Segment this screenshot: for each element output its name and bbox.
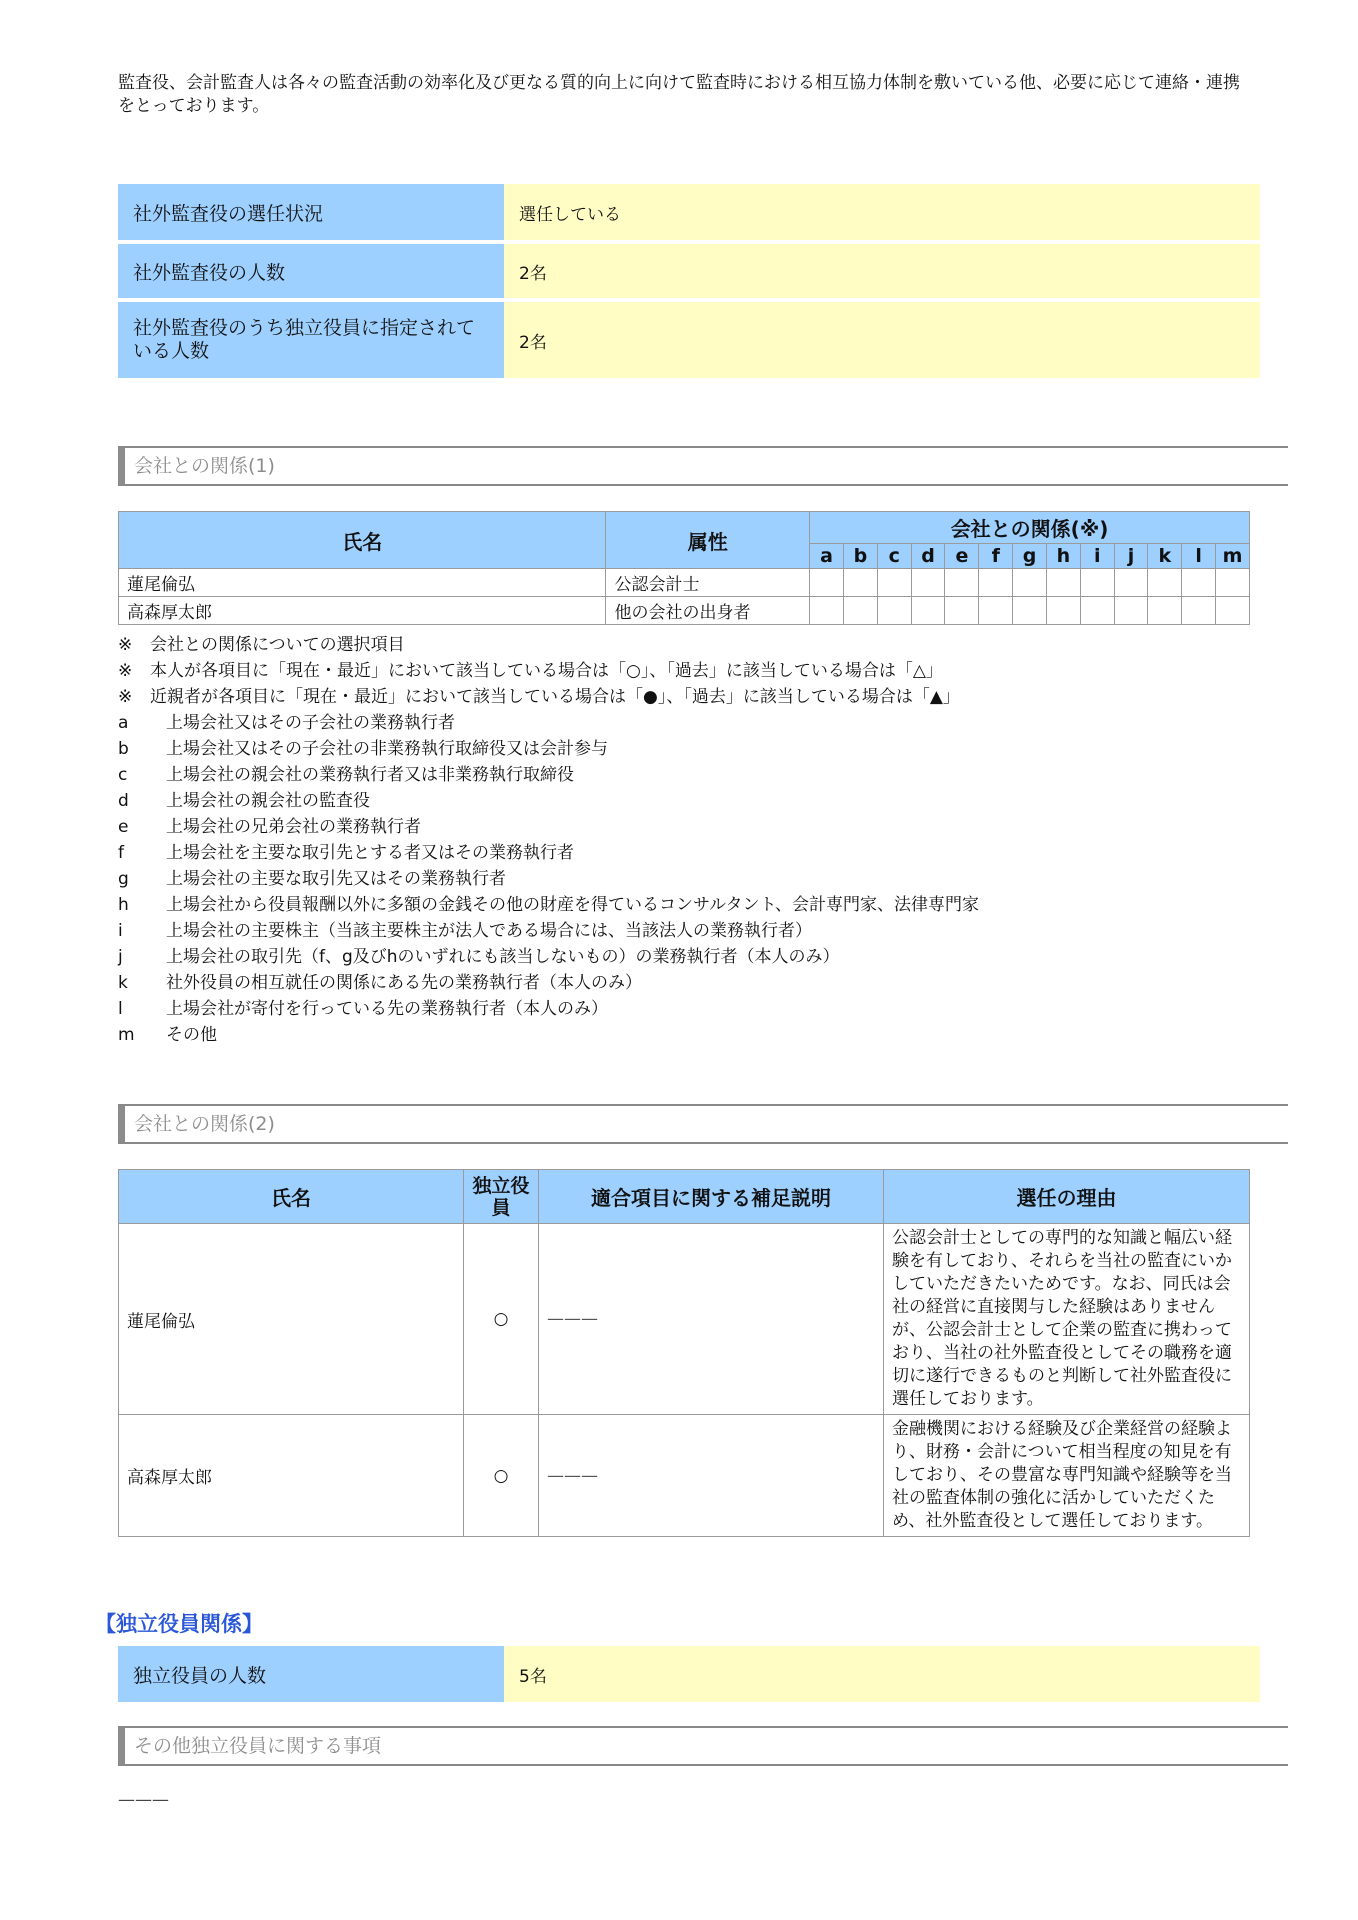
section-heading-relation-1 <box>118 446 1288 486</box>
letter-header-m: m <box>1215 544 1249 569</box>
note-text: 近親者が各項目に「現在・最近」において該当している場合は「●」、「過去」に該当している場合は「▲」 <box>150 687 960 707</box>
relation-header-row <box>119 512 1250 544</box>
note-key: f <box>118 843 124 863</box>
note-key: g <box>118 869 129 889</box>
summary-label: 社外監査役の人数 <box>118 244 504 298</box>
list-item <box>118 658 979 684</box>
note-key: l <box>118 999 123 1019</box>
relation-cell <box>911 597 945 625</box>
note-key: ※ <box>118 635 133 655</box>
note-key: e <box>118 817 129 837</box>
col-supplement-header: 適合項目に関する補足説明 <box>539 1170 884 1224</box>
independent-summary <box>118 1642 1260 1706</box>
note-text: 上場会社が寄付を行っている先の業務執行者（本人のみ） <box>166 999 608 1019</box>
note-key: i <box>118 921 123 941</box>
letter-header-l: l <box>1182 544 1216 569</box>
col-reason-header: 選任の理由 <box>884 1170 1250 1224</box>
reason-text: 公認会計士としての専門的な知識と幅広い経験を有しており、それらを当社の監査にいかしていただきたいためです。なお、同氏は会社の経営に直接関与した経験はありませんが、公認会計士として企業の監査に携わっており、当社の社外監査役としてその職務を適切に遂行できるものと判断して社外監査役に選任しております。 <box>884 1224 1250 1415</box>
note-key: d <box>118 791 129 811</box>
other-independent-text: ——— <box>118 1790 169 1810</box>
relation-cell <box>945 569 979 597</box>
relation-notes <box>118 632 979 1048</box>
col-name-header: 氏名 <box>119 1170 464 1224</box>
list-item <box>118 944 979 970</box>
relation-table <box>118 511 1250 625</box>
letter-header-k: k <box>1148 544 1182 569</box>
person-name: 蓮尾倫弘 <box>119 569 606 597</box>
list-item <box>118 710 979 736</box>
relation-cell <box>1046 597 1080 625</box>
relation-cell <box>843 597 877 625</box>
relation-cell <box>1013 569 1047 597</box>
section-bar <box>118 1728 125 1764</box>
note-key: ※ <box>118 661 133 681</box>
note-key: k <box>118 973 128 993</box>
letter-header-a: a <box>810 544 844 569</box>
note-text: 上場会社の主要株主（当該主要株主が法人である場合には、当該法人の業務執行者） <box>166 921 812 941</box>
summary-row <box>118 302 1260 378</box>
summary-value: 選任している <box>504 184 1260 240</box>
table-row <box>119 597 1250 625</box>
person-name: 蓮尾倫弘 <box>119 1224 464 1415</box>
summary-row <box>118 1646 1260 1702</box>
section-bar <box>118 1106 125 1142</box>
section-heading-relation-2 <box>118 1104 1288 1144</box>
relation-cell <box>843 569 877 597</box>
letter-header-j: j <box>1114 544 1148 569</box>
note-text: 上場会社又はその子会社の非業務執行取締役又は会計参与 <box>166 739 608 759</box>
relation-cell <box>945 597 979 625</box>
list-item <box>118 736 979 762</box>
note-text: 社外役員の相互就任の関係にある先の業務執行者（本人のみ） <box>166 973 642 993</box>
relation-cell <box>810 597 844 625</box>
relation-cell <box>1215 597 1249 625</box>
summary-value: 5名 <box>504 1646 1260 1702</box>
col-name-header: 氏名 <box>119 512 606 569</box>
list-item <box>118 866 979 892</box>
note-key: h <box>118 895 129 915</box>
table-row <box>119 1224 1250 1415</box>
list-item <box>118 684 979 710</box>
list-item <box>118 918 979 944</box>
relation-cell <box>1080 569 1114 597</box>
relation-cell <box>877 597 911 625</box>
summary-label: 社外監査役のうち独立役員に指定されている人数 <box>118 302 504 378</box>
relation-cell <box>979 569 1013 597</box>
col-independent-header: 独立役員 <box>464 1170 539 1224</box>
list-item <box>118 788 979 814</box>
relation-cell <box>810 569 844 597</box>
table-row <box>119 569 1250 597</box>
note-text: 上場会社の取引先（f、g及びhのいずれにも該当しないもの）の業務執行者（本人のみ） <box>166 947 840 967</box>
relation-cell <box>877 569 911 597</box>
outside-auditor-summary <box>118 180 1260 382</box>
section-title: その他独立役員に関する事項 <box>134 1735 382 1757</box>
relation-cell <box>1080 597 1114 625</box>
relation-cell <box>1182 597 1216 625</box>
list-item <box>118 970 979 996</box>
relation-cell <box>1148 569 1182 597</box>
supplement-text: ——— <box>539 1415 884 1537</box>
letter-header-h: h <box>1046 544 1080 569</box>
section-heading-other-independent <box>118 1726 1288 1766</box>
note-text: 会社との関係についての選択項目 <box>150 635 405 655</box>
summary-label: 社外監査役の選任状況 <box>118 184 504 240</box>
section-title: 会社との関係(1) <box>134 455 275 477</box>
relation-cell <box>1114 569 1148 597</box>
list-item <box>118 632 979 658</box>
letter-header-d: d <box>911 544 945 569</box>
person-name: 高森厚太郎 <box>119 1415 464 1537</box>
relation-2-table <box>118 1169 1250 1537</box>
list-item <box>118 840 979 866</box>
letter-header-i: i <box>1080 544 1114 569</box>
list-item <box>118 762 979 788</box>
note-key: m <box>118 1025 135 1045</box>
col-relation-header: 会社との関係(※) <box>810 512 1250 544</box>
relation-cell <box>911 569 945 597</box>
list-item <box>118 996 979 1022</box>
relation-2-header-row <box>119 1170 1250 1224</box>
independent-mark: ○ <box>464 1415 539 1537</box>
note-text: 上場会社の親会社の監査役 <box>166 791 370 811</box>
note-text: 上場会社の兄弟会社の業務執行者 <box>166 817 421 837</box>
note-text: その他 <box>166 1025 217 1045</box>
summary-value: 2名 <box>504 302 1260 378</box>
note-key: b <box>118 739 129 759</box>
person-attr: 他の会社の出身者 <box>606 597 810 625</box>
relation-cell <box>1148 597 1182 625</box>
relation-cell <box>1114 597 1148 625</box>
table-row <box>119 1415 1250 1537</box>
note-text: 上場会社を主要な取引先とする者又はその業務執行者 <box>166 843 574 863</box>
note-key: ※ <box>118 687 133 707</box>
note-text: 本人が各項目に「現在・最近」において該当している場合は「○」、「過去」に該当している場合は「△」 <box>150 661 943 681</box>
supplement-text: ——— <box>539 1224 884 1415</box>
summary-label: 独立役員の人数 <box>118 1646 504 1702</box>
relation-cell <box>1182 569 1216 597</box>
note-text: 上場会社から役員報酬以外に多額の金銭その他の財産を得ているコンサルタント、会計専門家、法律専門家 <box>166 895 979 915</box>
letter-header-b: b <box>843 544 877 569</box>
independent-mark: ○ <box>464 1224 539 1415</box>
independent-section-title: 【独立役員関係】 <box>95 1612 263 1636</box>
list-item <box>118 892 979 918</box>
letter-header-c: c <box>877 544 911 569</box>
summary-value: 2名 <box>504 244 1260 298</box>
list-item <box>118 1022 979 1048</box>
relation-cell <box>1013 597 1047 625</box>
relation-cell <box>1215 569 1249 597</box>
summary-row <box>118 244 1260 298</box>
letter-header-e: e <box>945 544 979 569</box>
list-item <box>118 814 979 840</box>
section-title: 会社との関係(2) <box>134 1113 275 1135</box>
letter-header-f: f <box>979 544 1013 569</box>
person-name: 高森厚太郎 <box>119 597 606 625</box>
note-text: 上場会社又はその子会社の業務執行者 <box>166 713 455 733</box>
note-text: 上場会社の主要な取引先又はその業務執行者 <box>166 869 506 889</box>
person-attr: 公認会計士 <box>606 569 810 597</box>
note-key: j <box>118 947 123 967</box>
section-bar <box>118 448 125 484</box>
note-text: 上場会社の親会社の業務執行者又は非業務執行取締役 <box>166 765 574 785</box>
intro-text: 監査役、会計監査人は各々の監査活動の効率化及び更なる質的向上に向けて監査時における相互協力体制を敷いている他、必要に応じて連絡・連携をとっております。 <box>118 73 1240 116</box>
relation-cell <box>979 597 1013 625</box>
note-key: c <box>118 765 128 785</box>
reason-text: 金融機関における経験及び企業経営の経験より、財務・会計について相当程度の知見を有しており、その豊富な専門知識や経験等を当社の監査体制の強化に活かしていただくため、社外監査役として選任しております。 <box>884 1415 1250 1537</box>
letter-header-g: g <box>1013 544 1047 569</box>
relation-cell <box>1046 569 1080 597</box>
summary-row <box>118 184 1260 240</box>
note-key: a <box>118 713 129 733</box>
col-attr-header: 属性 <box>606 512 810 569</box>
